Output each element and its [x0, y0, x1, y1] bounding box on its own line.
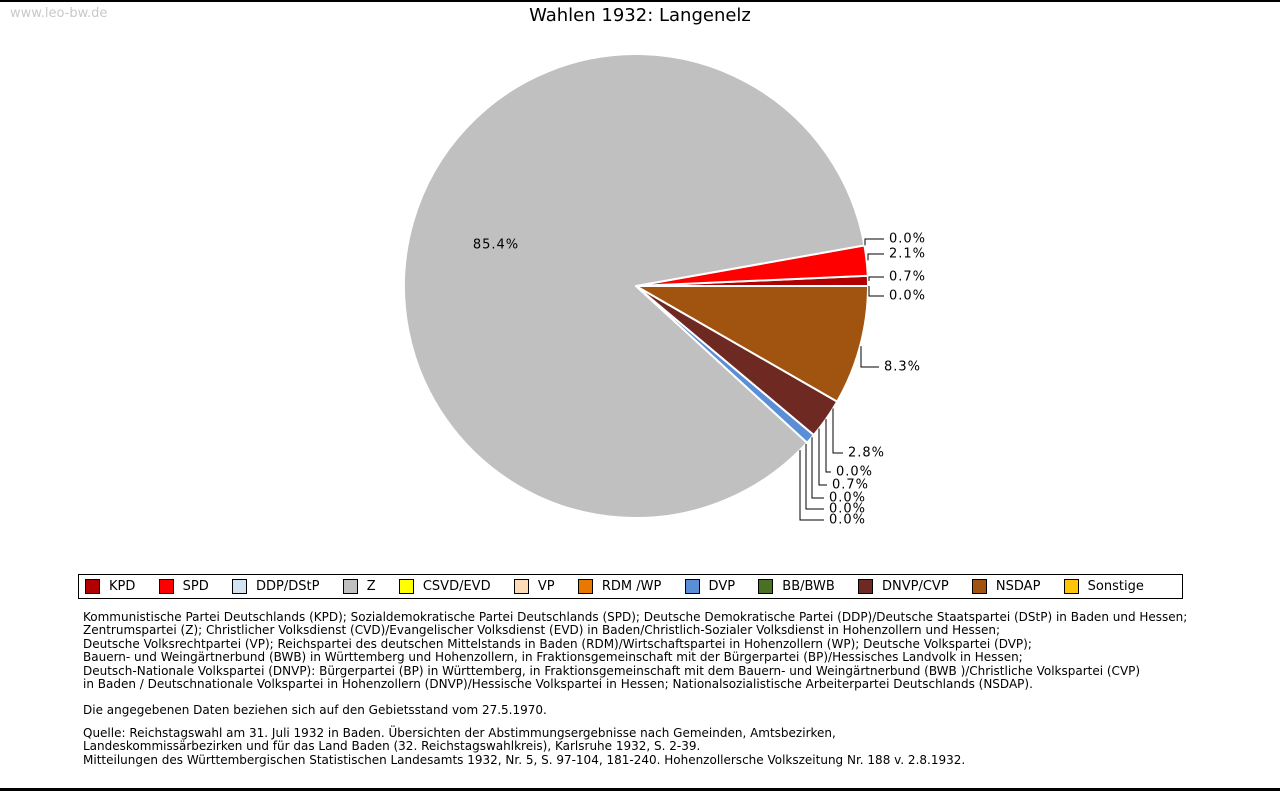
legend-label: Sonstige	[1087, 579, 1144, 594]
legend-swatch-z	[343, 579, 358, 594]
legend-label: VP	[537, 579, 555, 594]
label-leader-dnvp-cvp	[833, 409, 843, 454]
percent-label-dnvp-cvp: 2.8%	[848, 445, 886, 461]
percent-label-spd: 2.1%	[889, 246, 927, 262]
label-leader-nsdap	[861, 346, 879, 367]
legend-swatch-vp	[514, 579, 529, 594]
legend-label: BB/BWB	[782, 579, 835, 594]
legend-label: Z	[366, 579, 376, 594]
legend-swatch-dnvp-cvp	[858, 579, 873, 594]
legend-label: RDM /WP	[601, 579, 662, 594]
label-leader-sonstige	[869, 286, 884, 296]
legend-swatch-kpd	[85, 579, 100, 594]
legend-item-dvp	[685, 579, 736, 594]
percent-label-bb-bwb: 0.0%	[836, 464, 874, 480]
percent-label-kpd: 0.7%	[889, 269, 927, 285]
legend-item-bb-bwb	[758, 579, 834, 594]
legend-swatch-rdm-wp	[578, 579, 593, 594]
percent-label-vp: 0.0%	[829, 501, 867, 517]
source-line: Landeskommissärbezirken und für das Land Baden (32. Reichstagswahlkreis), Karlsruhe 1932, S. 2-39.	[83, 739, 701, 754]
legend-swatch-bb-bwb	[758, 579, 773, 594]
percent-label-ddp-dstp: 0.0%	[889, 231, 927, 247]
note-line: Deutsch-Nationale Volkspartei (DNVP): Bürgerpartei (BP) in Württemberg, in Fraktionsgemeinschaft mit dem Bauern- und Weingärtnerbund (BWB )/Christliche Volkspartei (CVP)	[83, 663, 1141, 678]
label-leader-rdm-wp	[812, 437, 824, 498]
source-line: Mitteilungen des Württembergischen Statistischen Landesamts 1932, Nr. 5, S. 97-104, 181-240. Hohenzollersche Volkszeitung Nr. 188 v. 2.8.1932.	[83, 752, 966, 767]
legend-swatch-sonstige	[1064, 579, 1079, 594]
party-abbreviation-notes	[83, 611, 1187, 691]
legend-item-z	[343, 579, 376, 594]
legend-label: KPD	[109, 579, 136, 594]
legend-item-rdm-wp	[578, 579, 661, 594]
note-line: Kommunistische Partei Deutschlands (KPD); Sozialdemokratische Partei Deutschlands (SPD); Deutsche Demokratische Partei (DDP)/Deutsche Staatspartei (DStP) in Baden und Hessen;	[83, 610, 1188, 624]
legend-label: SPD	[182, 579, 209, 594]
label-leader-bb-bwb	[826, 419, 831, 472]
note-line: in Baden / Deutschnationale Volkspartei in Hohenzollern (DNVP)/Hessische Volkspartei in Hessen; Nationalsozialistische Arbeiterpartei Deutschlands (NSDAP).	[83, 677, 1033, 692]
legend-item-ddp-dstp	[232, 579, 319, 594]
source-line: Quelle: Reichstagswahl am 31. Juli 1932 in Baden. Übersichten der Abstimmungsergebnisse nach Gemeinden, Amtsbezirken,	[83, 726, 836, 740]
label-leader-spd	[868, 254, 884, 260]
legend-item-sonstige	[1064, 579, 1144, 594]
legend-swatch-csvd-evd	[399, 579, 414, 594]
percent-label-csvd-evd: 0.0%	[829, 512, 867, 528]
legend-label: DNVP/CVP	[882, 579, 949, 594]
percent-label-rdm-wp: 0.0%	[829, 490, 867, 506]
legend-swatch-nsdap	[972, 579, 987, 594]
percent-label-dvp: 0.7%	[832, 477, 870, 493]
label-leader-kpd	[869, 277, 884, 281]
note-line: Zentrumspartei (Z); Christlicher Volksdienst (CVD)/Evangelischer Volksdienst (EVD) in Baden/Christlich-Sozialer Volksdienst in Hohenzollern und Hessen;	[83, 623, 1001, 638]
source-note	[83, 727, 965, 767]
legend-item-kpd	[85, 579, 135, 594]
legend-label: DDP/DStP	[255, 579, 320, 594]
legend-item-spd	[159, 579, 209, 594]
label-leader-vp	[806, 444, 824, 509]
legend-swatch-ddp-dstp	[232, 579, 247, 594]
legend-swatch-dvp	[685, 579, 700, 594]
legend-label: CSVD/EVD	[422, 579, 491, 594]
note-line: Bauern- und Weingärtnerbund (BWB) in Württemberg und Hohenzollern, in Fraktionsgemeinschaft mit der Bürgerpartei (BP)/Hessisches Landvolk in Hessen;	[83, 650, 1023, 665]
note-line: Deutsche Volksrechtpartei (VP); Reichspartei des deutschen Mittelstands in Baden (RDM)/Wirtschaftspartei in Hohenzollern (WP); Deutsche Volkspartei (DVP);	[83, 636, 1032, 651]
legend-label: NSDAP	[995, 579, 1041, 594]
chart-title: Wahlen 1932: Langenelz	[529, 5, 751, 26]
legend-item-nsdap	[972, 579, 1041, 594]
legend-item-vp	[514, 579, 555, 594]
legend-label: DVP	[708, 579, 736, 594]
legend-swatch-spd	[159, 579, 174, 594]
legend-item-csvd-evd	[399, 579, 491, 594]
percent-label-z: 85.4%	[472, 237, 520, 253]
percent-label-sonstige: 0.0%	[889, 288, 927, 304]
legend-item-dnvp-cvp	[858, 579, 949, 594]
pie-chart	[0, 2, 1280, 562]
chart-legend	[78, 574, 1183, 599]
percent-label-nsdap: 8.3%	[884, 359, 922, 375]
label-leader-ddp-dstp	[865, 239, 884, 245]
territorial-note: Die angegebenen Daten beziehen sich auf den Gebietsstand vom 27.5.1970.	[83, 703, 547, 717]
leo-bw-watermark: www.leo-bw.de	[10, 6, 108, 21]
